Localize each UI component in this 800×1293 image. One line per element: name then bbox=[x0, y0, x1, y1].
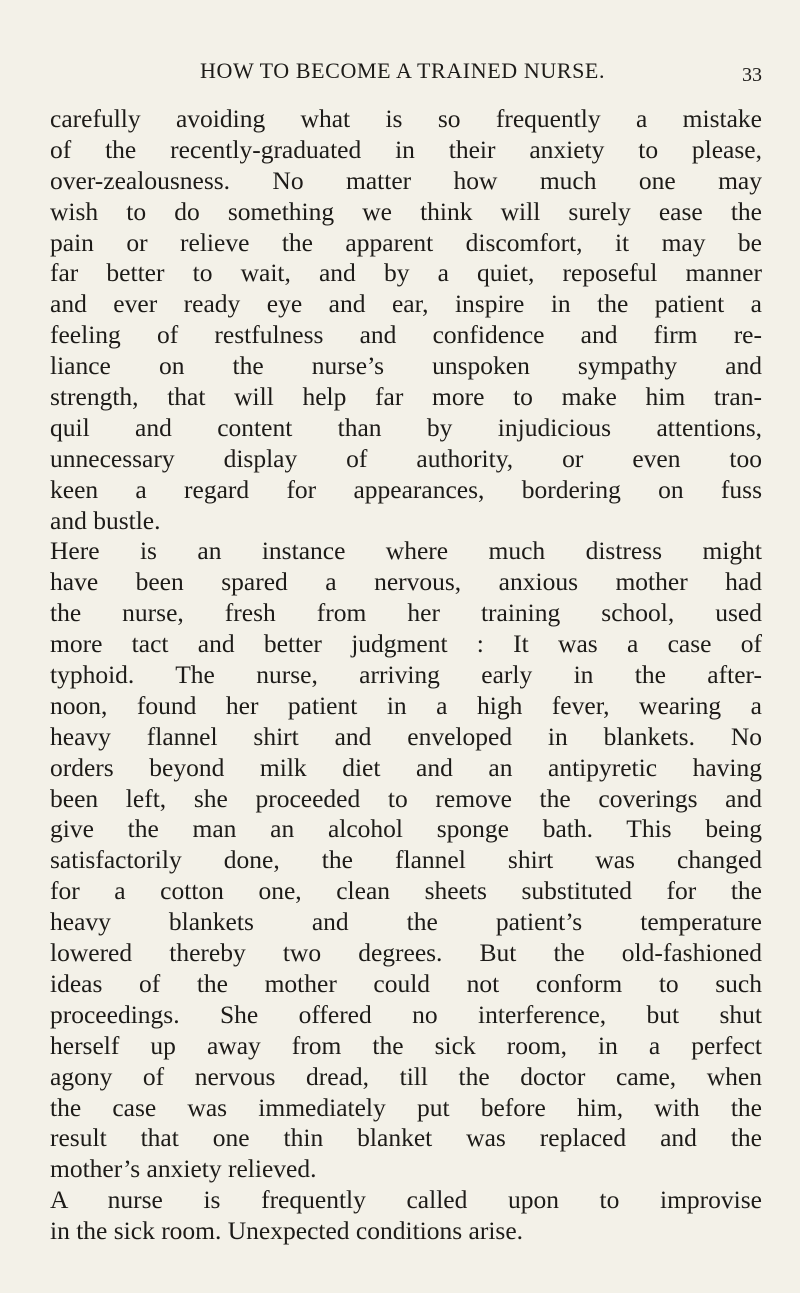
text-line: wish to do something we think will surely ease the bbox=[50, 196, 762, 226]
text-line: quil and content than by injudicious attentions, bbox=[50, 412, 762, 442]
text-line: keen a regard for appearances, bordering on fuss bbox=[50, 474, 762, 504]
text-line: orders beyond milk diet and an antipyretic having bbox=[50, 752, 762, 782]
paragraph bbox=[50, 536, 762, 1185]
text-line: agony of nervous dread, till the doctor came, when bbox=[50, 1061, 762, 1091]
text-line: typhoid. The nurse, arriving early in the after- bbox=[50, 660, 762, 690]
text-line: the nurse, fresh from her training school, used bbox=[50, 598, 762, 628]
text-line: pain or relieve the apparent discomfort, it may be bbox=[50, 227, 762, 257]
text-line: give the man an alcohol sponge bath. This being bbox=[50, 814, 762, 844]
text-line: feeling of restfulness and confidence and firm re- bbox=[50, 320, 762, 350]
text-line: herself up away from the sick room, in a perfect bbox=[50, 1030, 762, 1060]
running-head bbox=[50, 58, 762, 88]
text-line: satisfactorily done, the flannel shirt was changed bbox=[50, 845, 762, 875]
text-line: over-zealousness. No matter how much one may bbox=[50, 165, 762, 195]
text-line: ideas of the mother could not conform to such bbox=[50, 968, 762, 998]
text-line: result that one thin blanket was replaced and the bbox=[50, 1123, 762, 1153]
text-line: liance on the nurse’s unspoken sympathy and bbox=[50, 351, 762, 381]
text-line: strength, that will help far more to make him tran- bbox=[50, 382, 762, 412]
text-line: for a cotton one, clean sheets substituted for the bbox=[50, 876, 762, 906]
running-head-title: HOW TO BECOME A TRAINED NURSE. bbox=[200, 58, 606, 83]
text-line: more tact and better judgment : It was a case of bbox=[50, 629, 762, 659]
text-line: Here is an instance where much distress might bbox=[50, 536, 762, 566]
paragraph bbox=[50, 104, 762, 536]
text-line: lowered thereby two degrees. But the old-fashioned bbox=[50, 938, 762, 968]
text-line: of the recently-graduated in their anxiety to please, bbox=[50, 134, 762, 164]
body-text bbox=[50, 104, 762, 1247]
text-line: far better to wait, and by a quiet, reposeful manner bbox=[50, 258, 762, 288]
text-line: A nurse is frequently called upon to improvise bbox=[50, 1185, 762, 1215]
text-line: have been spared a nervous, anxious mother had bbox=[50, 567, 762, 597]
paragraph bbox=[50, 1185, 762, 1247]
text-line: heavy flannel shirt and enveloped in blankets. No bbox=[50, 721, 762, 751]
text-line: mother’s anxiety relieved. bbox=[50, 1154, 317, 1184]
text-line: and ever ready eye and ear, inspire in the patient a bbox=[50, 289, 762, 319]
text-line: been left, she proceeded to remove the coverings and bbox=[50, 783, 762, 813]
text-line: the case was immediately put before him, with the bbox=[50, 1092, 762, 1122]
text-line: in the sick room. Unexpected conditions arise. bbox=[50, 1216, 524, 1246]
text-line: heavy blankets and the patient’s temperature bbox=[50, 907, 762, 937]
text-line: carefully avoiding what is so frequently a mistake bbox=[50, 104, 762, 133]
text-line: and bustle. bbox=[50, 505, 161, 535]
text-line: noon, found her patient in a high fever, wearing a bbox=[50, 690, 762, 720]
text-line: unnecessary display of authority, or even too bbox=[50, 443, 762, 473]
text-line: proceedings. She offered no interference, but shut bbox=[50, 999, 762, 1029]
page-number: 33 bbox=[742, 64, 762, 86]
